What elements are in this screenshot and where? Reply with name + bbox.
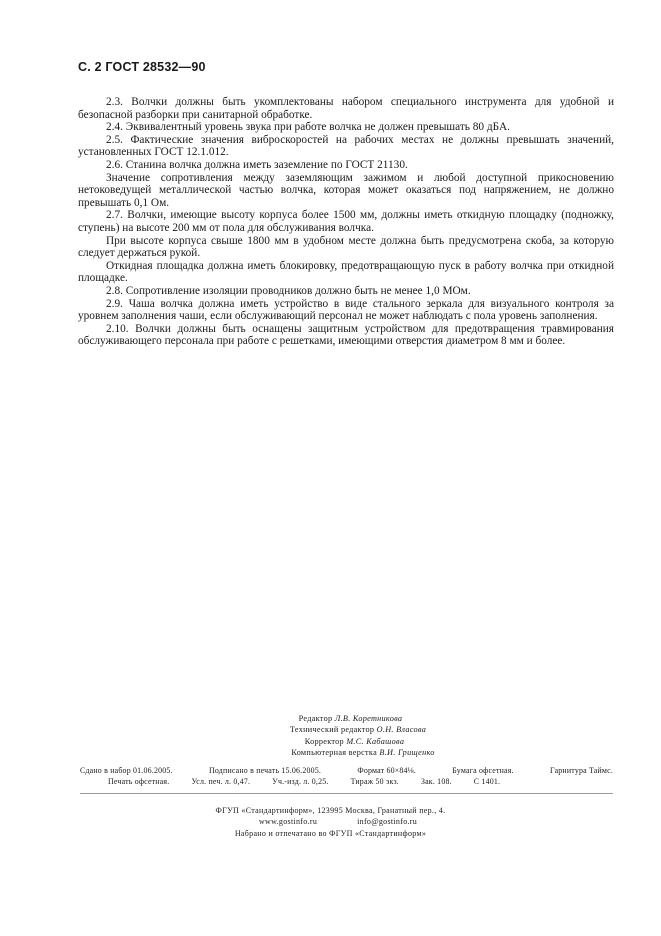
paragraph-bracket: При высоте корпуса свыше 1800 мм в удобном месте должна быть предусмотрена скоба, за которую следует держаться рукой. bbox=[78, 234, 614, 260]
credit-layout: Компьютерная верстка В.И. Грищенко bbox=[291, 748, 435, 758]
credit-tech-editor: Технический редактор О.Н. Власова bbox=[289, 725, 427, 735]
paragraph-platform-lock: Откидная площадка должна иметь блокировку, предотвращающую пуск в работу волчка при откидной площадке. bbox=[78, 259, 614, 285]
page-header: С. 2 ГОСТ 28532—90 bbox=[78, 60, 206, 74]
publisher-printing: Набрано и отпечатано во ФГУП «Стандартинформ» bbox=[234, 828, 427, 838]
paragraph-2-6: 2.6. Станина волчка должна иметь заземление по ГОСТ 21130. bbox=[106, 158, 408, 171]
paragraph-2-4: 2.4. Эквивалентный уровень звука при работе волчка не должен превышать 80 дБА. bbox=[106, 121, 510, 134]
publisher-address: ФГУП «Стандартинформ», 123995 Москва, Гранатный пер., 4. bbox=[215, 806, 446, 815]
body-text bbox=[78, 96, 614, 348]
paragraph-resistance: Значение сопротивления между заземляющим зажимом и любой доступной прикосновению нетоковедущей металлической частью волчка, которая может оказаться под напряжением, не должно превышать 0,1 Ом. bbox=[78, 171, 614, 209]
publisher-website[interactable]: www.gostinfo.ru bbox=[258, 817, 318, 827]
credit-editor: Редактор Л.В. Коретникова bbox=[298, 714, 403, 723]
publisher-contacts bbox=[244, 816, 417, 827]
print-imprint bbox=[80, 765, 613, 787]
publisher-info bbox=[0, 805, 661, 839]
imprint-separator bbox=[80, 793, 613, 794]
editorial-credits bbox=[0, 713, 661, 759]
credit-corrector: Корректор М.С. Кабашова bbox=[304, 736, 405, 746]
paragraph-2-3: 2.3. Волчки должны быть укомплектованы набором специального инструмента для удобной и безопасной разборки при санитарной обработке. bbox=[78, 96, 614, 121]
imprint-line-2: Печать офсетная. Усл. печ. л. 0,47. Уч.-изд. л. 0,25. Тираж 50 экз. Зак. 108. С 1401. bbox=[108, 777, 501, 787]
paragraph-2-10: 2.10. Волчки должны быть оснащены защитным устройством для предотвращения травмирования обслуживающего персонала при работе с решетками, имеющими отверстия диаметром 8 мм и более. bbox=[78, 322, 614, 348]
publisher-email[interactable]: info@gostinfo.ru bbox=[357, 817, 418, 827]
paragraph-2-5: 2.5. Фактические значения виброскоростей на рабочих местах не должны превышать значений, установленных ГОСТ 12.1.012. bbox=[78, 133, 614, 159]
paragraph-2-7: 2.7. Волчки, имеющие высоту корпуса более 1500 мм, должны иметь откидную площадку (подножку, ступень) на высоте 200 мм от пола для обслуживания волчка. bbox=[78, 209, 614, 234]
paragraph-2-8: 2.8. Сопротивление изоляции проводников должно быть не менее 1,0 МОм. bbox=[106, 284, 471, 297]
paragraph-2-9: 2.9. Чаша волчка должна иметь устройство в виде стального зеркала для визуального контроля за уровнем заполнения чаши, если обслуживающий персонал не может наблюдать с пола уровень заполнения. bbox=[78, 297, 614, 323]
imprint-line-1: Сдано в набор 01.06.2005. Подписано в печать 15.06.2005. Формат 60×84⅛. Бумага офсетная. Гарнитура Таймс. bbox=[80, 766, 613, 775]
